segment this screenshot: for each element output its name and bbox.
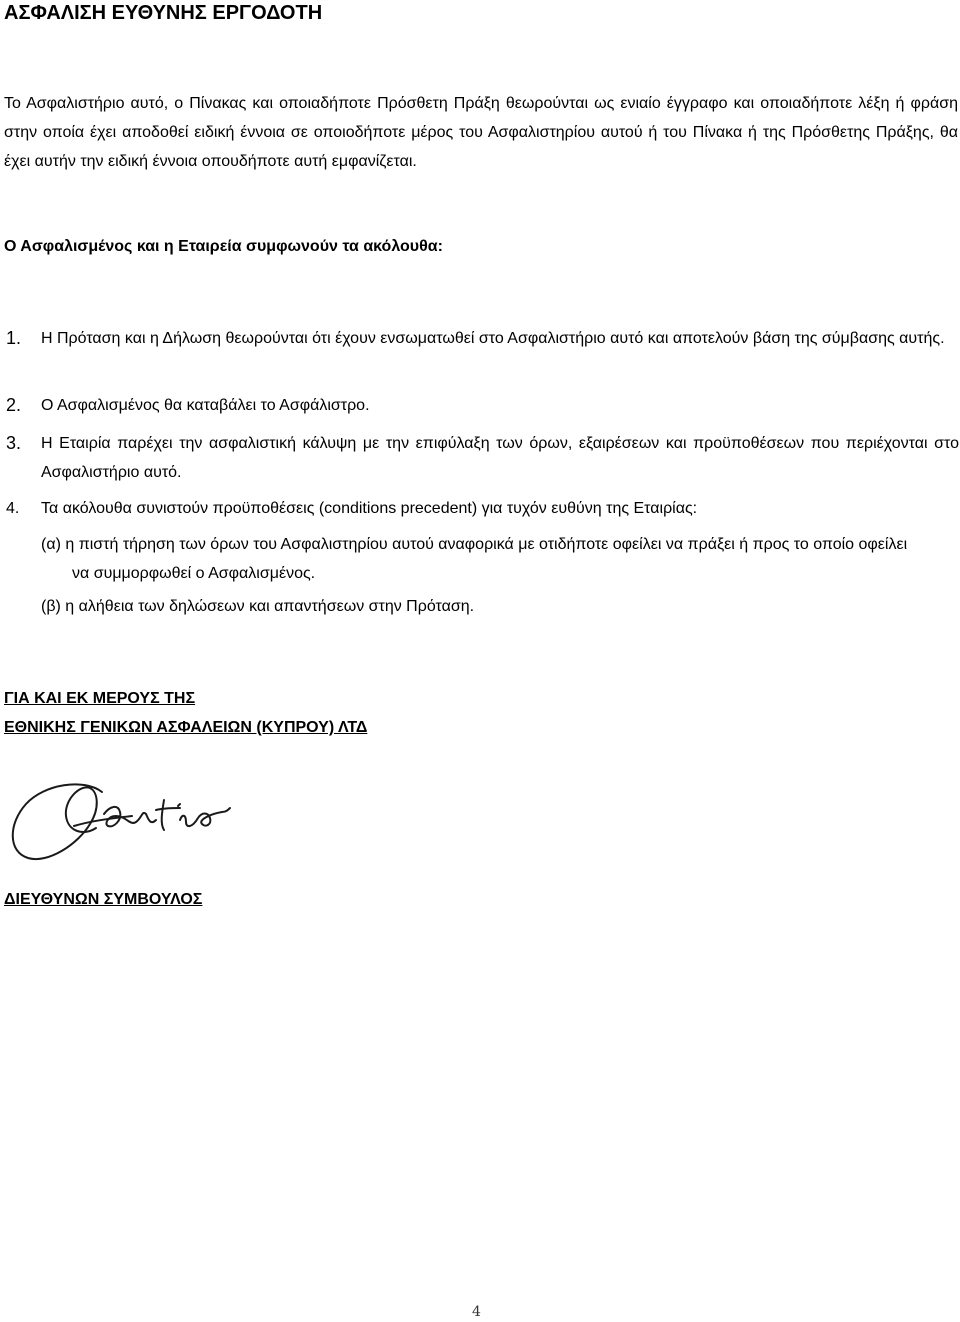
subclause-a-line-1: (α) η πιστή τήρηση των όρων του Ασφαλιστηρίου αυτού αναφορικά με οτιδήποτε οφείλει να πράξει ή προς το οποίο οφείλει — [41, 536, 908, 553]
signature-strokes — [13, 784, 230, 859]
signature-block-line-1: ΓΙΑ ΚΑΙ ΕΚ ΜΕΡΟΥΣ ΤΗΣ — [4, 690, 196, 707]
clause-text: Τα ακόλουθα συνιστούν προϋποθέσεις (conditions precedent) για τυχόν ευθύνη της Εταιρίας: — [41, 500, 698, 517]
clause-text: Η Πρόταση και η Δήλωση θεωρούνται ότι έχουν ενσωματωθεί στο Ασφαλιστήριο αυτό και αποτελούν βάση της σύμβασης αυτής. — [41, 330, 945, 347]
subclause-b: (β) η αλήθεια των δηλώσεων και απαντήσεων στην Πρόταση. — [41, 598, 475, 615]
signatory-role: ΔΙΕΥΘΥΝΩΝ ΣΥΜΒΟΥΛΟΣ — [4, 891, 203, 908]
signature-block-company: ΕΘΝΙΚΗΣ ΓΕΝΙΚΩΝ ΑΣΦΑΛΕΙΩΝ (ΚΥΠΡΟΥ) ΛΤΔ — [4, 719, 368, 736]
intro-paragraph: Το Ασφαλιστήριο αυτό, ο Πίνακας και οποιαδήποτε Πρόσθετη Πράξη θεωρούνται ως ενιαίο έγγραφο και οποιαδήποτε λέξη ή φράση στην οποία έχει αποδοθεί ειδική έννοια σε οποιοδήποτε μέρος του Ασφαλιστηρίου αυτού ή του Πίνακα ή της Πρόσθετης Πράξης, θα έχει αυτήν την ειδική έννοια οπουδήποτε αυτή εμφανίζεται. — [4, 95, 958, 170]
clause-4 — [0, 494, 960, 523]
clause-text: Η Εταιρία παρέχει την ασφαλιστική κάλυψη με την επιφύλαξη των όρων, εξαιρέσεων και προϋποθέσεων που περιέχονται στο Ασφαλιστήριο αυτό. — [41, 435, 959, 481]
clause-number: 4. — [6, 500, 20, 517]
handwritten-signature — [4, 770, 236, 870]
agreement-heading: Ο Ασφαλισμένος και η Εταιρεία συμφωνούν τα ακόλουθα: — [4, 238, 443, 255]
clause-number: 3. — [6, 433, 22, 453]
clause-number: 1. — [6, 328, 22, 348]
clause-1 — [0, 324, 960, 382]
page-number: 4 — [472, 1304, 481, 1320]
clause-text: Ο Ασφαλισμένος θα καταβάλει το Ασφάλιστρο. — [41, 397, 370, 414]
clause-3 — [0, 429, 960, 487]
document-title: ΑΣΦΑΛΙΣΗ ΕΥΘΥΝΗΣ ΕΡΓΟΔΟΤΗ — [4, 2, 323, 24]
clause-2 — [0, 391, 960, 420]
subclause-a-line-2: να συμμορφωθεί ο Ασφαλισμένος. — [72, 565, 316, 582]
clause-number: 2. — [6, 395, 22, 415]
